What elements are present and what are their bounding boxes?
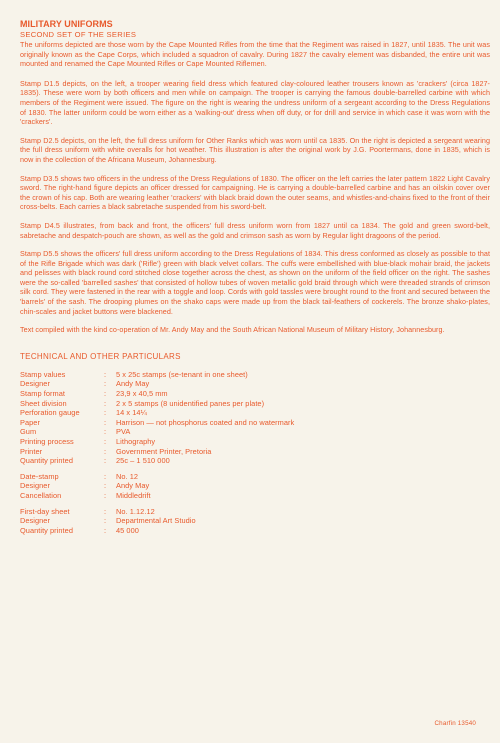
spec-colon: :: [104, 379, 107, 389]
spec-value: 2 x 5 stamps (8 unidentified panes per plate): [116, 398, 265, 408]
spec-row: [20, 456, 294, 466]
spec-row: [20, 466, 294, 482]
spec-key: Designer: [20, 516, 50, 526]
spec-key: Date-stamp: [20, 471, 59, 481]
spec-row: [20, 408, 294, 418]
spec-key: Quantity printed: [20, 456, 73, 466]
spec-key: Printing process: [20, 437, 74, 446]
spec-row: [20, 418, 294, 428]
spec-key: First-day sheet: [20, 506, 70, 516]
spec-key: Stamp format: [20, 389, 65, 399]
spec-value: Government Printer, Pretoria: [116, 446, 212, 456]
spec-value: No. 12: [116, 471, 139, 481]
spec-colon: :: [104, 481, 107, 491]
spec-colon: :: [104, 516, 107, 526]
spec-colon: :: [104, 490, 107, 500]
spec-row: [20, 491, 294, 501]
spec-colon: :: [104, 471, 107, 481]
spec-colon: :: [104, 437, 107, 446]
document-title: MILITARY UNIFORMS: [20, 19, 113, 29]
spec-row: [20, 389, 294, 399]
spec-key: Perforation gauge: [20, 408, 80, 418]
spec-row: [20, 501, 294, 517]
spec-key: Sheet division: [20, 398, 67, 408]
spec-key: Cancellation: [20, 490, 62, 500]
spec-value: No. 1.12.12: [116, 506, 155, 516]
paragraph-acknowledgement: Text compiled with the kind co-operation of Mr. Andy May and the South African National Museum of Military History, Johannesburg.: [20, 325, 445, 335]
spec-value: Lithography: [116, 437, 156, 446]
paragraph-intro: The uniforms depicted are those worn by the Cape Mounted Rifles from the time that the Regiment was raised in 1827, until 1835. The unit was originally known as the Cape Corps, which included a squadron of cavalry. During 1827 the cavalry element was disbanded, the entire unit was mounted and renamed the Cape Mounted Rifles or Cape Mounted Riflemen.: [20, 40, 490, 69]
technical-heading: TECHNICAL AND OTHER PARTICULARS: [20, 351, 181, 361]
spec-colon: :: [104, 389, 107, 399]
spec-colon: :: [104, 417, 107, 427]
spec-value: 14 x 14¼: [116, 408, 147, 418]
spec-key: Quantity printed: [20, 525, 73, 535]
spec-key: Printer: [20, 446, 43, 456]
spec-row: [20, 427, 294, 437]
spec-key: Paper: [20, 417, 40, 427]
document-content: [20, 19, 490, 535]
spec-colon: :: [104, 446, 107, 456]
paragraph-stamp-d5: Stamp D5.5 shows the officers' full dress uniform according to the Dress Regulations of 1834. This dress conformed as closely as possible to that of the Rifle Brigade which was dark ('Rifle') green with black velvet collars. The cuffs were embellished with blue-black mohair braid, the jackets and pelisses with black round cord stitched close together across the chest, as shown on the uniform of the field officer on the right. The sashes were the so-called 'barrelled sashes' that consisted of hollow tubes of woven metallic gold braid through which were threaded strands of crimson silk cord. They were fastened in the rear with a toggle and loop. Cords with gold tassles were brought round to the front and secured between the 'barrels' of the sash. The drooping plumes on the shako caps were made up from the black tail-feathers of cockerels. The bronze shako-plates, chin-scales and jacket buttons were blackened.: [20, 249, 490, 316]
spec-key: Gum: [20, 427, 37, 437]
spec-value: Harrison — not phosphorus coated and no watermark: [116, 417, 295, 427]
paragraph-stamp-d3: Stamp D3.5 shows two officers in the undress of the Dress Regulations of 1830. The officer on the left carries the later pattern 1822 Light Cavalry sword. The right-hand figure depicts an officer dressed for campaigning. He is carrying a double-barrelled carbine and has an oilskin cover over the crown of his cap. Both are wearing leather 'crackers' with black braid down the outer seams, and whistles-and-chains fixed to the front of their cross-belts. Each carries a black sabretache suspended from his sword-belt.: [20, 173, 490, 212]
spec-key: Designer: [20, 379, 50, 389]
paragraph-stamp-d2: Stamp D2.5 depicts, on the left, the full dress uniform for Other Ranks which was worn until ca 1835. On the right is depicted a sergeant wearing the full dress uniform with white overalls for hot weather. This illustration is after the original work by J.G. Poortermans, done in 1835, which is now in the collection of the Africana Museum, Johannesburg.: [20, 135, 490, 164]
spec-colon: :: [104, 427, 107, 437]
spec-value: 5 x 25c stamps (se-tenant in one sheet): [116, 369, 248, 379]
spec-row: [20, 379, 294, 389]
spec-value: Andy May: [116, 379, 150, 389]
spec-colon: :: [104, 398, 107, 408]
spec-value: 25c – 1 510 000: [116, 456, 170, 466]
spec-row: [20, 447, 294, 457]
spec-row: [20, 370, 294, 380]
spec-colon: :: [104, 369, 107, 379]
spec-colon: :: [104, 456, 107, 466]
spec-row: [20, 516, 294, 526]
technical-particulars-table: [20, 370, 294, 536]
document-subtitle: SECOND SET OF THE SERIES: [20, 30, 137, 39]
spec-row: [20, 437, 294, 447]
spec-row: [20, 481, 294, 491]
spec-value: Middledrift: [116, 490, 151, 500]
spec-colon: :: [104, 506, 107, 516]
spec-value: Departmental Art Studio: [116, 516, 196, 526]
spec-key: Stamp values: [20, 369, 66, 379]
spec-key: Designer: [20, 481, 50, 491]
footer-reference: Charfin 13540: [434, 720, 476, 727]
spec-row: [20, 526, 294, 536]
spec-value: Andy May: [116, 481, 150, 491]
paragraph-stamp-d1: Stamp D1.5 depicts, on the left, a trooper wearing field dress which featured clay-coloured leather trousers known as 'crackers' (circa 1827-1835). These were worn by both officers and men while on campaign. The trooper is carrying the famous double-barrelled carbine with which members of the Regiment were issued. The figure on the right is wearing the undress uniform of a sergeant according to the Dress Regulations of 1830. The latter uniform could be worn either as a 'walking-out' dress when off duty, or for drill and service in which case it was worn with the 'crackers'.: [20, 78, 490, 127]
spec-value: 45 000: [116, 525, 139, 535]
spec-colon: :: [104, 408, 107, 418]
spec-row: [20, 399, 294, 409]
spec-value: 23,9 x 40,5 mm: [116, 389, 168, 399]
spec-colon: :: [104, 525, 107, 535]
paragraph-stamp-d4: Stamp D4.5 illustrates, from back and front, the officers' full dress uniform worn from 1827 until ca 1834. The gold and green sword-belt, sabretache and despatch-pouch are shown, as well as the gold and crimson sash as worn by Regular light dragoons of the period.: [20, 220, 490, 240]
spec-value: PVA: [116, 427, 131, 437]
